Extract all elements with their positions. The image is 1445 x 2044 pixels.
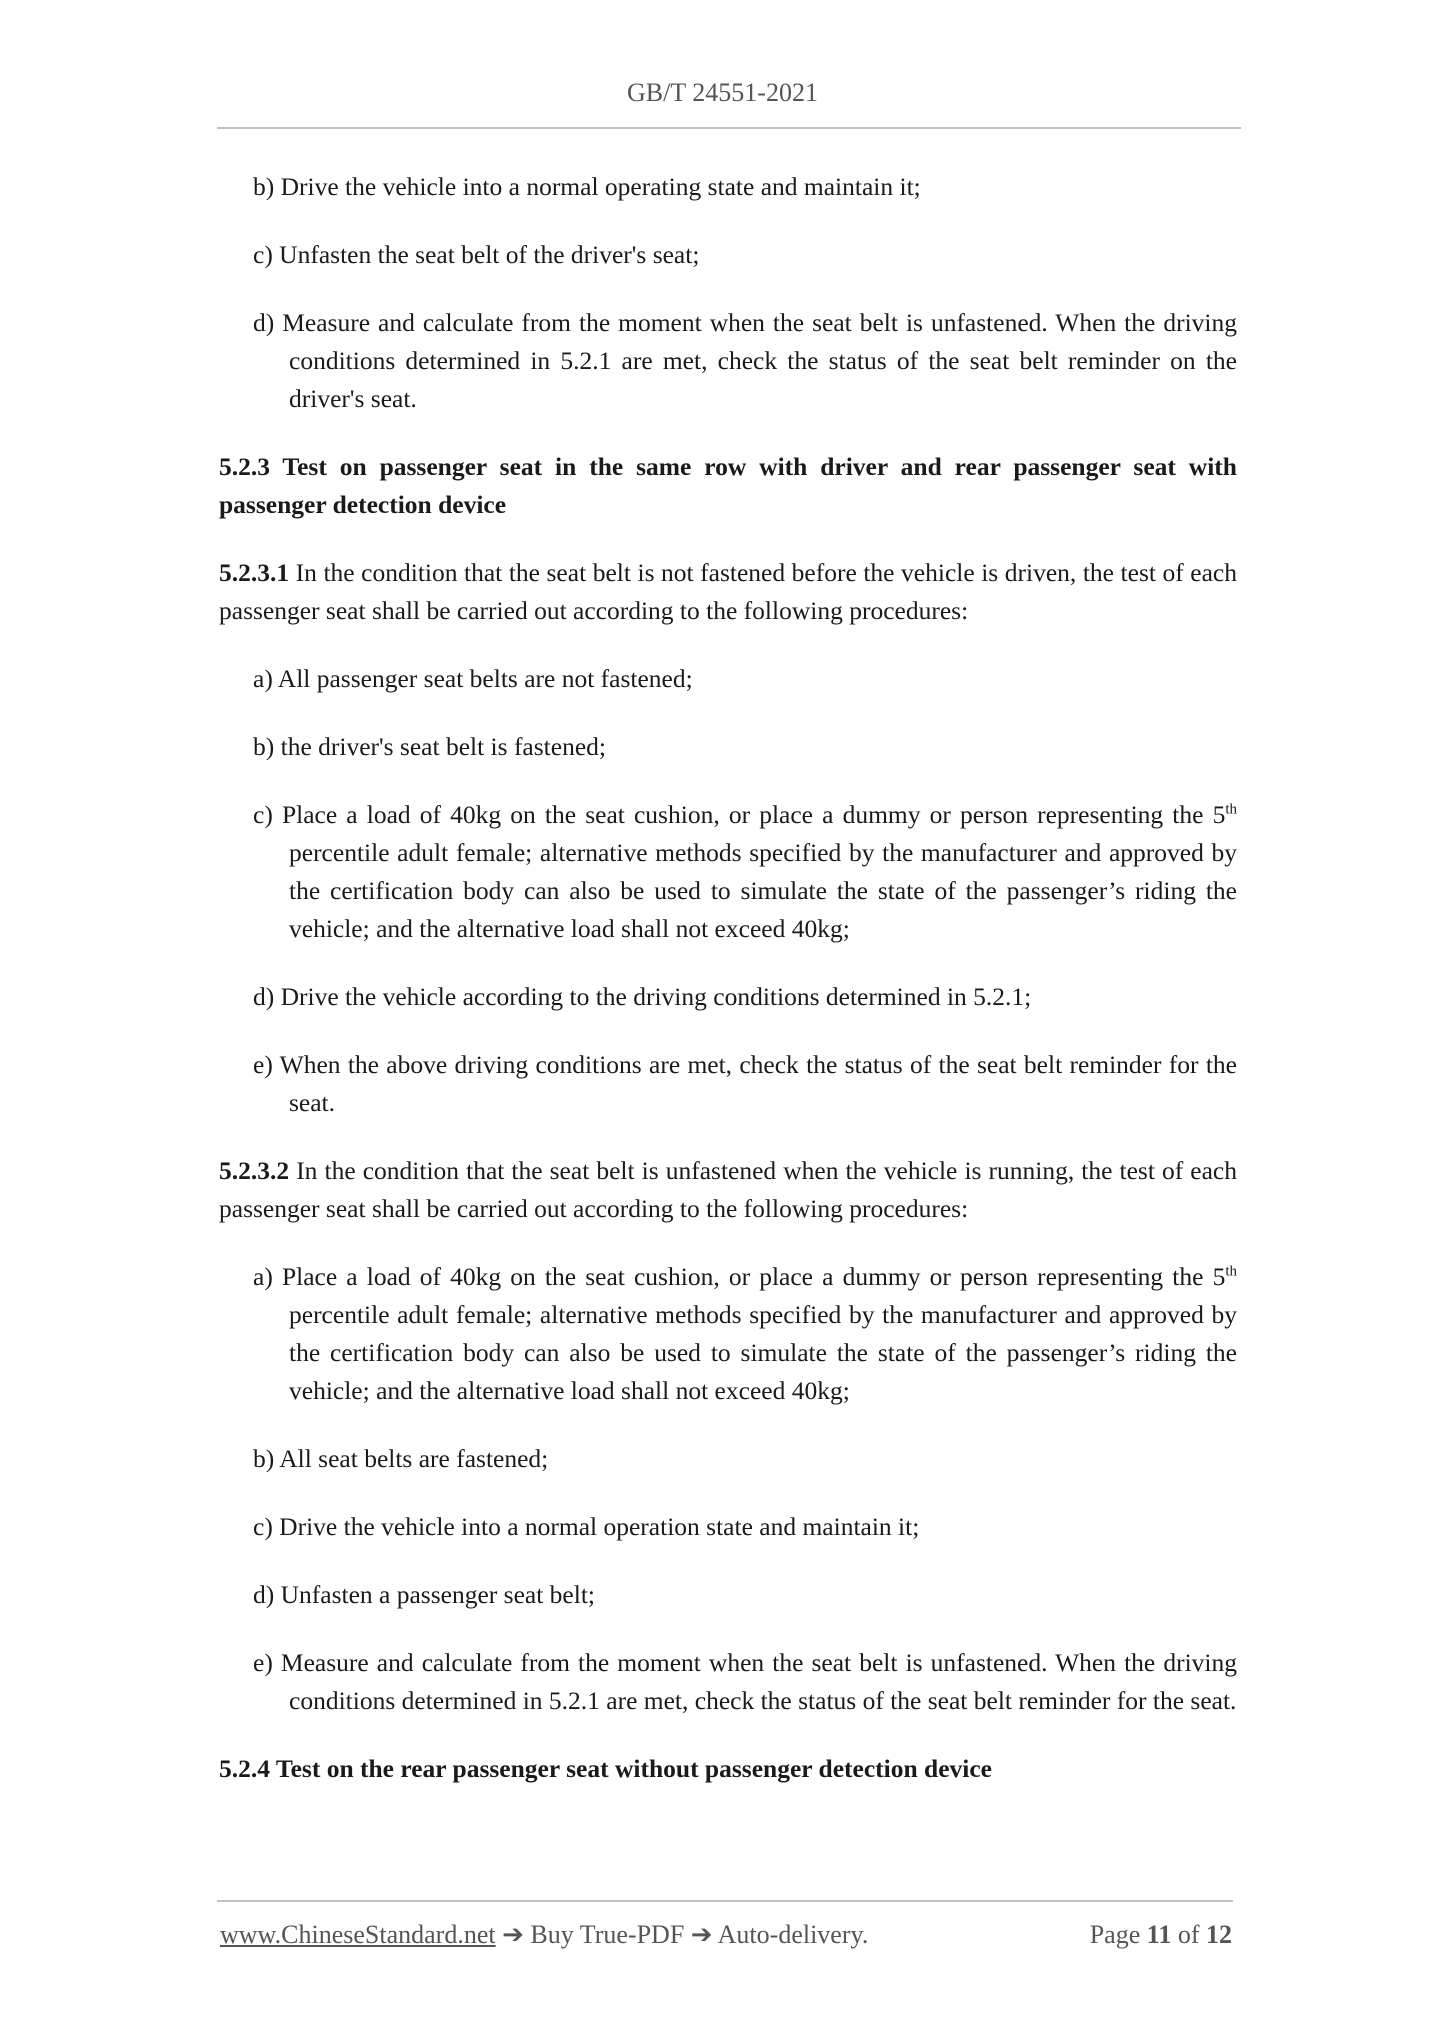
step-text-post: percentile adult female; alternative methods specified by the manufacturer and approved by the certification body can also be used to simulate the state of the passenger’s riding the vehicle; and the alternative load shall not exceed 40kg; <box>289 1300 1237 1405</box>
step-a-belts-not-fastened: a) All passenger seat belts are not fastened; <box>253 664 693 693</box>
website-link[interactable]: www.ChineseStandard.net <box>220 1920 496 1949</box>
step-c-place-load <box>253 796 1237 948</box>
section-5-2-3-1 <box>219 554 1237 630</box>
total-pages: 12 <box>1206 1920 1232 1949</box>
arrow-icon: ➔ <box>690 1920 713 1949</box>
section-number: 5.2.3.2 <box>219 1156 290 1185</box>
step-b-drive-vehicle: b) Drive the vehicle into a normal operating state and maintain it; <box>253 172 921 201</box>
footer-divider <box>217 1900 1233 1902</box>
step-e-measure-passenger: e) Measure and calculate from the moment when the seat belt is unfastened. When the driving conditions determined in 5.2.1 are met, check the status of the seat belt reminder for the seat. <box>253 1648 1237 1715</box>
of-label: of <box>1171 1920 1206 1949</box>
step-d-unfasten-passenger-belt: d) Unfasten a passenger seat belt; <box>253 1580 595 1609</box>
step-b-all-belts-fastened: b) All seat belts are fastened; <box>253 1444 549 1473</box>
buy-text: Buy True-PDF <box>523 1920 691 1949</box>
step-text-pre: c) Place a load of 40kg on the seat cushion, or place a dummy or person representing the 5 <box>253 800 1226 829</box>
page-label: Page <box>1089 1920 1147 1949</box>
section-heading-5-2-4: 5.2.4 Test on the rear passenger seat without passenger detection device <box>219 1754 992 1783</box>
delivery-text: Auto-delivery. <box>712 1920 869 1949</box>
step-b-driver-belt-fastened: b) the driver's seat belt is fastened; <box>253 732 606 761</box>
document-header-title: GB/T 24551-2021 <box>627 78 818 107</box>
footer-promo <box>220 1920 868 1950</box>
step-text-pre: a) Place a load of 40kg on the seat cushion, or place a dummy or person representing the 5 <box>253 1262 1226 1291</box>
step-text-post: percentile adult female; alternative methods specified by the manufacturer and approved by the certification body can also be used to simulate the state of the passenger’s riding the vehicle; and the alternative load shall not exceed 40kg; <box>289 838 1237 943</box>
step-e-check-reminder: e) When the above driving conditions are met, check the status of the seat belt reminder for the seat. <box>253 1050 1237 1117</box>
step-a-place-load <box>253 1258 1237 1410</box>
section-number: 5.2.3.1 <box>219 558 290 587</box>
section-5-2-3-2 <box>219 1152 1237 1228</box>
step-c-drive-normal: c) Drive the vehicle into a normal operation state and maintain it; <box>253 1512 920 1541</box>
current-page: 11 <box>1146 1920 1172 1949</box>
section-text: In the condition that the seat belt is not fastened before the vehicle is driven, the test of each passenger seat shall be carried out according to the following procedures: <box>219 558 1237 625</box>
arrow-icon: ➔ <box>502 1920 524 1949</box>
step-c-unfasten-driver-belt: c) Unfasten the seat belt of the driver's seat; <box>253 240 700 269</box>
ordinal-superscript: th <box>1225 801 1237 818</box>
step-d-drive-per-conditions: d) Drive the vehicle according to the driving conditions determined in 5.2.1; <box>253 982 1032 1011</box>
page-content <box>219 168 1237 1818</box>
section-heading-5-2-3: 5.2.3 Test on passenger seat in the same row with driver and rear passenger seat with passenger detection device <box>219 452 1237 519</box>
ordinal-superscript: th <box>1225 1263 1237 1280</box>
section-text: In the condition that the seat belt is unfastened when the vehicle is running, the test of each passenger seat shall be carried out according to the following procedures: <box>219 1156 1237 1223</box>
step-d-measure-driver: d) Measure and calculate from the moment when the seat belt is unfastened. When the driving conditions determined in 5.2.1 are met, check the status of the seat belt reminder on the driver's seat. <box>253 308 1237 413</box>
page-number <box>1090 1920 1232 1950</box>
header-divider <box>217 127 1241 129</box>
